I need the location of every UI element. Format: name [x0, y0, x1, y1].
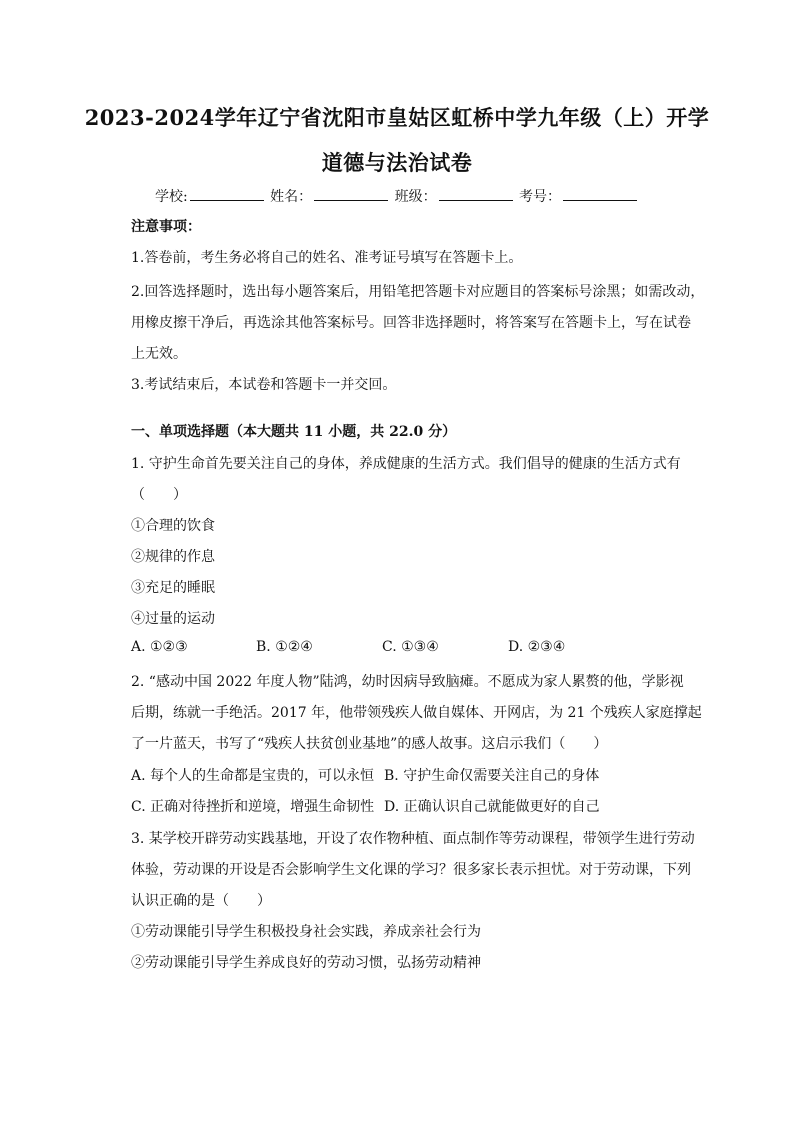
- q2-stem-line-2: 后期，练就一手绝活。2017 年，他带领残疾人做自媒体、开网店，为 21 个残疾人家庭撑起: [131, 705, 702, 721]
- q1-statement-3: ③充足的睡眠: [131, 580, 215, 596]
- name-blank: [314, 186, 388, 201]
- q2-stem-line-3: 了一片蓝天，书写了“残疾人扶贫创业基地”的感人故事。这启示我们（ ）: [131, 736, 608, 752]
- q1-option-a: A. ①②③: [131, 639, 188, 655]
- name-label: 姓名：: [270, 189, 313, 205]
- q3-stem-line-3: 认识正确的是（ ）: [131, 893, 271, 909]
- notice-item-1: 1.答卷前，考生务必将自己的姓名、准考证号填写在答题卡上。: [131, 250, 523, 266]
- q2-option-b: B. 守护生命仅需要关注自己的身体: [384, 768, 600, 784]
- q1-option-c: C. ①③④: [382, 639, 439, 655]
- q2-option-a: A. 每个人的生命都是宝贵的，可以永恒: [131, 768, 375, 784]
- notice-heading: 注意事项：: [131, 219, 201, 235]
- q2-stem-line-1: 2. “感动中国 2022 年度人物”陆鸿，幼时因病导致脑瘫。不愿成为家人累赘的他，学影视: [131, 674, 684, 690]
- class-blank: [439, 186, 513, 201]
- school-blank: [190, 186, 264, 201]
- section-1-heading: 一、单项选择题（本大题共 11 小题，共 22.0 分）: [131, 424, 457, 440]
- class-label: 班级：: [394, 189, 437, 205]
- q3-statement-1: ①劳动课能引导学生积极投身社会实践，养成亲社会行为: [131, 924, 481, 940]
- exam-number-label: 考号：: [519, 189, 562, 205]
- q1-option-b: B. ①②④: [256, 639, 313, 655]
- q3-stem-line-1: 3. 某学校开辟劳动实践基地，开设了农作物种植、面点制作等劳动课程，带领学生进行劳动: [131, 831, 695, 847]
- q1-statement-2: ②规律的作息: [131, 549, 215, 565]
- q2-option-d: D. 正确认识自己就能做更好的自己: [384, 799, 600, 815]
- exam-number-blank: [563, 186, 637, 201]
- q3-statement-2: ②劳动课能引导学生养成良好的劳动习惯，弘扬劳动精神: [131, 955, 481, 971]
- q3-stem-line-2: 体验，劳动课的开设是否会影响学生文化课的学习？很多家长表示担忧。对于劳动课，下列: [131, 862, 691, 878]
- q1-statement-4: ④过量的运动: [131, 611, 215, 627]
- exam-title-line1: 2023-2024学年辽宁省沈阳市皇姑区虹桥中学九年级（上）开学: [84, 105, 710, 130]
- school-label: 学校:: [154, 189, 188, 205]
- notice-item-3: 3.考试结束后，本试卷和答题卡一并交回。: [131, 377, 397, 393]
- student-info-line: [0, 186, 794, 206]
- q1-stem-line-2: （ ）: [131, 487, 187, 503]
- notice-item-2-line-1: 2.回答选择题时，选出每小题答案后，用铅笔把答题卡对应题目的答案标号涂黑；如需改动，: [131, 284, 705, 300]
- exam-title-line2: 道德与法治试卷: [321, 150, 473, 175]
- q1-statement-1: ①合理的饮食: [131, 518, 215, 534]
- q1-stem-line-1: 1. 守护生命首先要关注自己的身体，养成健康的生活方式。我们倡导的健康的生活方式有: [131, 456, 681, 472]
- q1-option-d: D. ②③④: [508, 639, 566, 655]
- notice-item-2-line-3: 上无效。: [131, 346, 187, 362]
- q2-option-c: C. 正确对待挫折和逆境，增强生命韧性: [131, 799, 375, 815]
- notice-item-2-line-2: 用橡皮擦干净后，再选涂其他答案标号。回答非选择题时，将答案写在答题卡上，写在试卷: [131, 315, 691, 331]
